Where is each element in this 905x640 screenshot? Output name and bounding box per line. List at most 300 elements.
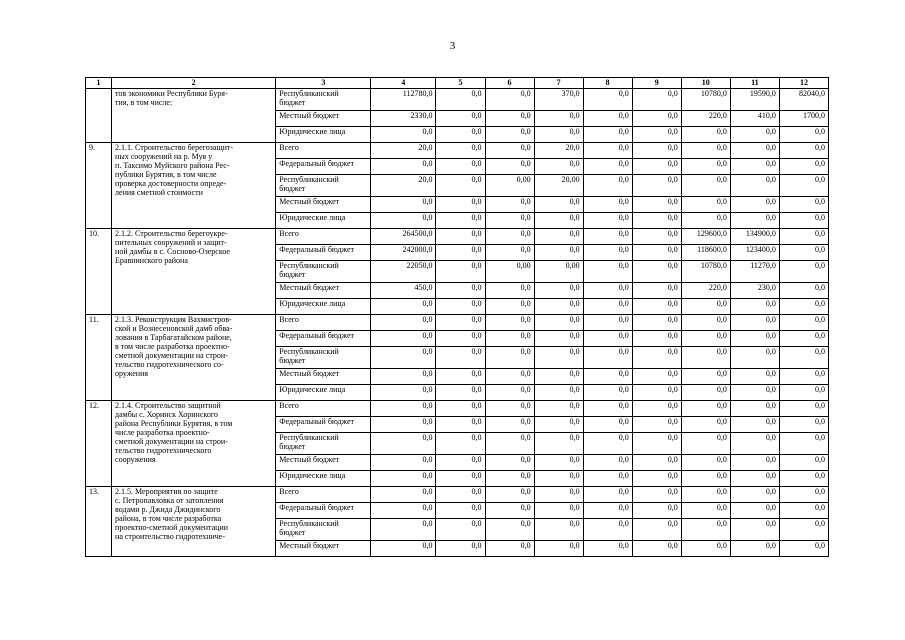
- value-cell: 0,0: [371, 487, 436, 503]
- funding-source-cell: Федеральный бюджет: [276, 503, 371, 519]
- value-cell: 0,0: [730, 487, 779, 503]
- value-cell: 0,0: [681, 213, 730, 229]
- value-cell: 0,0: [436, 315, 485, 331]
- funding-source-cell: Юридические лица: [276, 127, 371, 143]
- value-cell: 0,0: [681, 175, 730, 197]
- column-header: 2: [112, 78, 276, 89]
- value-cell: 0,0: [485, 89, 534, 111]
- value-cell: 0,0: [779, 261, 828, 283]
- value-cell: 0,0: [730, 401, 779, 417]
- value-cell: 0,0: [534, 519, 583, 541]
- value-cell: 0,0: [681, 299, 730, 315]
- column-header: 7: [534, 78, 583, 89]
- column-header: 11: [730, 78, 779, 89]
- value-cell: 0,0: [730, 471, 779, 487]
- funding-source-cell: Местный бюджет: [276, 111, 371, 127]
- funding-source-cell: Местный бюджет: [276, 197, 371, 213]
- value-cell: 0,0: [583, 197, 632, 213]
- value-cell: 264500,0: [371, 229, 436, 245]
- value-cell: 0,0: [583, 89, 632, 111]
- value-cell: 0,0: [534, 369, 583, 385]
- value-cell: 0,0: [632, 417, 681, 433]
- value-cell: 0,0: [681, 519, 730, 541]
- value-cell: 0,0: [534, 471, 583, 487]
- value-cell: 0,0: [730, 541, 779, 557]
- value-cell: 0,0: [485, 471, 534, 487]
- row-number-cell: 12.: [86, 401, 112, 487]
- value-cell: 0,0: [534, 401, 583, 417]
- value-cell: 10780,0: [681, 89, 730, 111]
- value-cell: 0,00: [485, 261, 534, 283]
- funding-source-cell: Республиканский бюджет: [276, 347, 371, 369]
- value-cell: 0,0: [632, 347, 681, 369]
- funding-source-cell: Всего: [276, 401, 371, 417]
- value-cell: 0,0: [730, 455, 779, 471]
- value-cell: 220,0: [681, 283, 730, 299]
- value-cell: 0,0: [485, 299, 534, 315]
- value-cell: 0,0: [730, 433, 779, 455]
- funding-source-cell: Республиканский бюджет: [276, 261, 371, 283]
- value-cell: 0,0: [681, 385, 730, 401]
- value-cell: 0,0: [534, 315, 583, 331]
- value-cell: 0,0: [485, 127, 534, 143]
- value-cell: 0,0: [436, 299, 485, 315]
- value-cell: 0,0: [681, 471, 730, 487]
- value-cell: 0,0: [681, 401, 730, 417]
- value-cell: 0,0: [436, 127, 485, 143]
- value-cell: 0,0: [730, 299, 779, 315]
- value-cell: 134900,0: [730, 229, 779, 245]
- value-cell: 0,0: [583, 299, 632, 315]
- measure-description-cell: 2.1.4. Строительство защитной дамбы с. Хоринск Хоринского района Республики Бурятия, в том числе разработка проектно- сметной документации на строи- тельство гидротехнического сооружения: [112, 401, 276, 487]
- value-cell: 0,0: [485, 245, 534, 261]
- value-cell: 0,0: [779, 455, 828, 471]
- value-cell: 0,0: [632, 299, 681, 315]
- value-cell: 0,0: [632, 213, 681, 229]
- value-cell: 0,0: [485, 315, 534, 331]
- value-cell: 0,0: [485, 503, 534, 519]
- value-cell: 0,0: [436, 385, 485, 401]
- value-cell: 0,0: [681, 503, 730, 519]
- funding-source-cell: Местный бюджет: [276, 541, 371, 557]
- value-cell: 0,0: [534, 331, 583, 347]
- value-cell: 0,0: [436, 283, 485, 299]
- funding-source-cell: Федеральный бюджет: [276, 417, 371, 433]
- value-cell: 0,0: [436, 417, 485, 433]
- value-cell: 0,0: [779, 283, 828, 299]
- value-cell: 0,00: [485, 175, 534, 197]
- value-cell: 0,0: [632, 385, 681, 401]
- value-cell: 0,0: [485, 347, 534, 369]
- value-cell: 123400,0: [730, 245, 779, 261]
- value-cell: 0,0: [436, 541, 485, 557]
- value-cell: 0,0: [485, 111, 534, 127]
- value-cell: 0,0: [779, 331, 828, 347]
- value-cell: 0,0: [779, 127, 828, 143]
- value-cell: 0,0: [485, 401, 534, 417]
- value-cell: 0,0: [534, 111, 583, 127]
- value-cell: 0,0: [779, 417, 828, 433]
- value-cell: 0,0: [436, 159, 485, 175]
- value-cell: 0,0: [730, 519, 779, 541]
- value-cell: 0,0: [371, 519, 436, 541]
- column-header: 4: [371, 78, 436, 89]
- funding-source-cell: Местный бюджет: [276, 283, 371, 299]
- funding-source-cell: Юридические лица: [276, 471, 371, 487]
- value-cell: 0,0: [632, 433, 681, 455]
- value-cell: 0,0: [485, 229, 534, 245]
- value-cell: 0,0: [485, 143, 534, 159]
- value-cell: 0,0: [583, 175, 632, 197]
- row-number-cell: 11.: [86, 315, 112, 401]
- funding-source-cell: Всего: [276, 143, 371, 159]
- value-cell: 0,0: [436, 89, 485, 111]
- value-cell: 1700,0: [779, 111, 828, 127]
- value-cell: 0,0: [632, 331, 681, 347]
- value-cell: 0,0: [534, 455, 583, 471]
- value-cell: 0,0: [632, 283, 681, 299]
- value-cell: 0,0: [681, 347, 730, 369]
- value-cell: 0,0: [371, 347, 436, 369]
- table-row: [86, 89, 829, 111]
- value-cell: 0,0: [436, 261, 485, 283]
- value-cell: 0,0: [436, 111, 485, 127]
- value-cell: 0,0: [681, 197, 730, 213]
- value-cell: 0,0: [730, 159, 779, 175]
- funding-source-cell: Всего: [276, 487, 371, 503]
- value-cell: 0,0: [730, 175, 779, 197]
- value-cell: 0,0: [779, 143, 828, 159]
- value-cell: 0,0: [779, 519, 828, 541]
- value-cell: 0,0: [485, 487, 534, 503]
- column-header: 6: [485, 78, 534, 89]
- value-cell: 0,0: [632, 175, 681, 197]
- table-row: [86, 401, 829, 417]
- value-cell: 0,0: [371, 299, 436, 315]
- table-row: [86, 315, 829, 331]
- value-cell: 0,0: [534, 283, 583, 299]
- value-cell: 0,0: [534, 347, 583, 369]
- value-cell: 0,0: [779, 347, 828, 369]
- value-cell: 0,0: [436, 197, 485, 213]
- value-cell: 0,0: [779, 213, 828, 229]
- table-header-row: [86, 78, 829, 89]
- value-cell: 0,0: [485, 159, 534, 175]
- value-cell: 0,0: [534, 541, 583, 557]
- value-cell: 118600,0: [681, 245, 730, 261]
- value-cell: 0,0: [485, 433, 534, 455]
- value-cell: 0,0: [583, 385, 632, 401]
- value-cell: 0,0: [534, 487, 583, 503]
- value-cell: 0,0: [371, 159, 436, 175]
- value-cell: 0,0: [681, 159, 730, 175]
- value-cell: 0,0: [681, 143, 730, 159]
- measure-description-cell: тов экономики Республики Буря- тия, в том числе:: [112, 89, 276, 143]
- value-cell: 0,0: [730, 347, 779, 369]
- value-cell: 0,0: [371, 213, 436, 229]
- value-cell: 20,0: [371, 143, 436, 159]
- value-cell: 0,0: [371, 385, 436, 401]
- column-header: 10: [681, 78, 730, 89]
- value-cell: 0,0: [583, 159, 632, 175]
- value-cell: 0,0: [730, 213, 779, 229]
- value-cell: 0,0: [779, 385, 828, 401]
- value-cell: 0,0: [632, 471, 681, 487]
- value-cell: 0,0: [436, 331, 485, 347]
- column-header: 12: [779, 78, 828, 89]
- value-cell: 0,0: [583, 111, 632, 127]
- value-cell: 0,0: [485, 385, 534, 401]
- value-cell: 0,0: [371, 417, 436, 433]
- value-cell: 0,0: [583, 143, 632, 159]
- value-cell: 0,0: [534, 245, 583, 261]
- value-cell: 0,0: [779, 229, 828, 245]
- value-cell: 0,0: [681, 541, 730, 557]
- value-cell: 0,0: [534, 213, 583, 229]
- value-cell: 0,0: [485, 541, 534, 557]
- value-cell: 0,0: [371, 541, 436, 557]
- funding-source-cell: Всего: [276, 315, 371, 331]
- value-cell: 0,0: [371, 455, 436, 471]
- value-cell: 0,0: [632, 127, 681, 143]
- value-cell: 0,0: [730, 127, 779, 143]
- value-cell: 0,0: [681, 487, 730, 503]
- value-cell: 0,0: [632, 487, 681, 503]
- value-cell: 0,0: [779, 175, 828, 197]
- value-cell: 19590,0: [730, 89, 779, 111]
- value-cell: 0,0: [632, 197, 681, 213]
- value-cell: 0,0: [730, 315, 779, 331]
- value-cell: 0,0: [534, 197, 583, 213]
- funding-source-cell: Республиканский бюджет: [276, 519, 371, 541]
- value-cell: 0,0: [779, 299, 828, 315]
- value-cell: 0,0: [681, 331, 730, 347]
- value-cell: 0,0: [632, 401, 681, 417]
- value-cell: 0,0: [632, 89, 681, 111]
- value-cell: 0,0: [583, 127, 632, 143]
- value-cell: 0,0: [779, 487, 828, 503]
- value-cell: 0,0: [632, 229, 681, 245]
- value-cell: 0,0: [485, 331, 534, 347]
- measure-description-cell: 2.1.3. Реконструкция Вахмистров- ской и Вознесеновской дамб обва- лования в Тарбагатайском районе, в том числе разработка проектно- сметной документации на строи- тельство гидротехнического со- оружения: [112, 315, 276, 401]
- value-cell: 0,0: [681, 433, 730, 455]
- value-cell: 0,0: [436, 471, 485, 487]
- value-cell: 0,0: [779, 401, 828, 417]
- value-cell: 0,0: [583, 347, 632, 369]
- value-cell: 0,0: [779, 197, 828, 213]
- funding-source-cell: Федеральный бюджет: [276, 331, 371, 347]
- funding-source-cell: Местный бюджет: [276, 369, 371, 385]
- value-cell: 0,0: [583, 487, 632, 503]
- value-cell: 0,0: [436, 347, 485, 369]
- value-cell: 0,0: [485, 369, 534, 385]
- value-cell: 0,0: [583, 369, 632, 385]
- value-cell: 0,0: [534, 127, 583, 143]
- value-cell: 0,0: [371, 503, 436, 519]
- value-cell: 0,0: [583, 331, 632, 347]
- page-number: 3: [449, 40, 456, 52]
- value-cell: 242000,0: [371, 245, 436, 261]
- column-header: 5: [436, 78, 485, 89]
- value-cell: 0,0: [632, 245, 681, 261]
- value-cell: 0,0: [485, 417, 534, 433]
- value-cell: 0,0: [371, 401, 436, 417]
- value-cell: 0,0: [583, 229, 632, 245]
- value-cell: 0,0: [436, 487, 485, 503]
- column-header: 8: [583, 78, 632, 89]
- value-cell: 0,0: [779, 541, 828, 557]
- row-number-cell: 9.: [86, 143, 112, 229]
- value-cell: 0,0: [779, 159, 828, 175]
- value-cell: 230,0: [730, 283, 779, 299]
- value-cell: 82040,0: [779, 89, 828, 111]
- value-cell: 0,0: [583, 471, 632, 487]
- funding-source-cell: Республиканский бюджет: [276, 89, 371, 111]
- funding-source-cell: Юридические лица: [276, 299, 371, 315]
- value-cell: 0,0: [779, 315, 828, 331]
- funding-source-cell: Юридические лица: [276, 385, 371, 401]
- value-cell: 0,0: [730, 503, 779, 519]
- value-cell: 0,0: [371, 433, 436, 455]
- value-cell: 0,0: [485, 519, 534, 541]
- value-cell: 0,0: [730, 385, 779, 401]
- value-cell: 0,0: [730, 331, 779, 347]
- value-cell: 370,0: [534, 89, 583, 111]
- value-cell: 0,0: [730, 143, 779, 159]
- value-cell: 0,0: [583, 283, 632, 299]
- value-cell: 0,0: [632, 143, 681, 159]
- value-cell: 0,0: [583, 433, 632, 455]
- value-cell: 0,0: [534, 159, 583, 175]
- value-cell: 0,0: [583, 541, 632, 557]
- value-cell: 220,0: [681, 111, 730, 127]
- value-cell: 20,0: [371, 175, 436, 197]
- value-cell: 20,00: [534, 175, 583, 197]
- value-cell: 11270,0: [730, 261, 779, 283]
- value-cell: 0,0: [779, 369, 828, 385]
- value-cell: 0,0: [681, 417, 730, 433]
- column-header: 1: [86, 78, 112, 89]
- value-cell: 0,0: [583, 455, 632, 471]
- value-cell: 0,0: [681, 315, 730, 331]
- value-cell: 0,0: [730, 369, 779, 385]
- value-cell: 0,0: [681, 455, 730, 471]
- measure-description-cell: 2.1.5. Мероприятия по защите с. Петропавловка от затопления водами р. Джида Джидинского района, в том числе разработка проектно-сметной документации на строительство гидротехниче-: [112, 487, 276, 557]
- funding-source-cell: Федеральный бюджет: [276, 159, 371, 175]
- funding-source-cell: Всего: [276, 229, 371, 245]
- value-cell: 0,0: [779, 245, 828, 261]
- value-cell: 0,0: [436, 519, 485, 541]
- value-cell: 0,0: [371, 471, 436, 487]
- funding-source-cell: Местный бюджет: [276, 455, 371, 471]
- value-cell: 0,0: [534, 385, 583, 401]
- value-cell: 0,0: [371, 331, 436, 347]
- value-cell: 0,0: [436, 369, 485, 385]
- value-cell: 0,0: [485, 213, 534, 229]
- value-cell: 0,0: [583, 245, 632, 261]
- value-cell: 0,0: [485, 455, 534, 471]
- value-cell: 0,0: [632, 111, 681, 127]
- measure-description-cell: 2.1.1. Строительство берегозащит- ных сооружений на р. Муя у п. Таксимо Муйского района Рес- публики Бурятия, в том числе проверка достоверности опреде- ления сметной стоимости: [112, 143, 276, 229]
- value-cell: 0,0: [534, 299, 583, 315]
- value-cell: 0,0: [436, 245, 485, 261]
- value-cell: 0,0: [779, 503, 828, 519]
- value-cell: 2330,0: [371, 111, 436, 127]
- value-cell: 20,0: [534, 143, 583, 159]
- value-cell: 0,00: [534, 261, 583, 283]
- value-cell: 0,0: [371, 369, 436, 385]
- value-cell: 0,0: [436, 503, 485, 519]
- value-cell: 0,0: [632, 369, 681, 385]
- value-cell: 0,0: [632, 503, 681, 519]
- value-cell: 0,0: [485, 283, 534, 299]
- value-cell: 450,0: [371, 283, 436, 299]
- value-cell: 0,0: [632, 315, 681, 331]
- budget-table: [85, 77, 829, 557]
- value-cell: 0,0: [436, 401, 485, 417]
- value-cell: 0,0: [436, 213, 485, 229]
- value-cell: 0,0: [436, 455, 485, 471]
- value-cell: 0,0: [371, 315, 436, 331]
- value-cell: 0,0: [583, 261, 632, 283]
- funding-source-cell: Юридические лица: [276, 213, 371, 229]
- value-cell: 0,0: [534, 229, 583, 245]
- value-cell: 0,0: [436, 175, 485, 197]
- funding-source-cell: Федеральный бюджет: [276, 245, 371, 261]
- value-cell: 0,0: [632, 159, 681, 175]
- table-row: [86, 229, 829, 245]
- value-cell: 0,0: [436, 229, 485, 245]
- value-cell: 410,0: [730, 111, 779, 127]
- value-cell: 10780,0: [681, 261, 730, 283]
- value-cell: 0,0: [583, 401, 632, 417]
- value-cell: 0,0: [583, 503, 632, 519]
- value-cell: 0,0: [632, 261, 681, 283]
- value-cell: 0,0: [583, 213, 632, 229]
- value-cell: 0,0: [681, 369, 730, 385]
- value-cell: 0,0: [779, 433, 828, 455]
- value-cell: 129600,0: [681, 229, 730, 245]
- column-header: 9: [632, 78, 681, 89]
- value-cell: 0,0: [632, 455, 681, 471]
- value-cell: 0,0: [583, 417, 632, 433]
- value-cell: 0,0: [632, 541, 681, 557]
- value-cell: 0,0: [534, 503, 583, 519]
- value-cell: 0,0: [534, 417, 583, 433]
- value-cell: 0,0: [534, 433, 583, 455]
- value-cell: 112780,0: [371, 89, 436, 111]
- value-cell: 0,0: [583, 519, 632, 541]
- funding-source-cell: Республиканский бюджет: [276, 175, 371, 197]
- table-body: [86, 89, 829, 557]
- value-cell: 0,0: [485, 197, 534, 213]
- value-cell: 0,0: [730, 417, 779, 433]
- row-number-cell: [86, 89, 112, 143]
- value-cell: 0,0: [779, 471, 828, 487]
- value-cell: 0,0: [371, 197, 436, 213]
- value-cell: 0,0: [583, 315, 632, 331]
- value-cell: 22050,0: [371, 261, 436, 283]
- value-cell: 0,0: [632, 519, 681, 541]
- table-row: [86, 487, 829, 503]
- row-number-cell: 10.: [86, 229, 112, 315]
- value-cell: 0,0: [730, 197, 779, 213]
- value-cell: 0,0: [436, 143, 485, 159]
- table-row: [86, 143, 829, 159]
- row-number-cell: 13.: [86, 487, 112, 557]
- column-header: 3: [276, 78, 371, 89]
- measure-description-cell: 2.1.2. Строительство берегоукре- пительных сооружений и защит- ной дамбы в с. Сосново-Озерское Еравнинского района: [112, 229, 276, 315]
